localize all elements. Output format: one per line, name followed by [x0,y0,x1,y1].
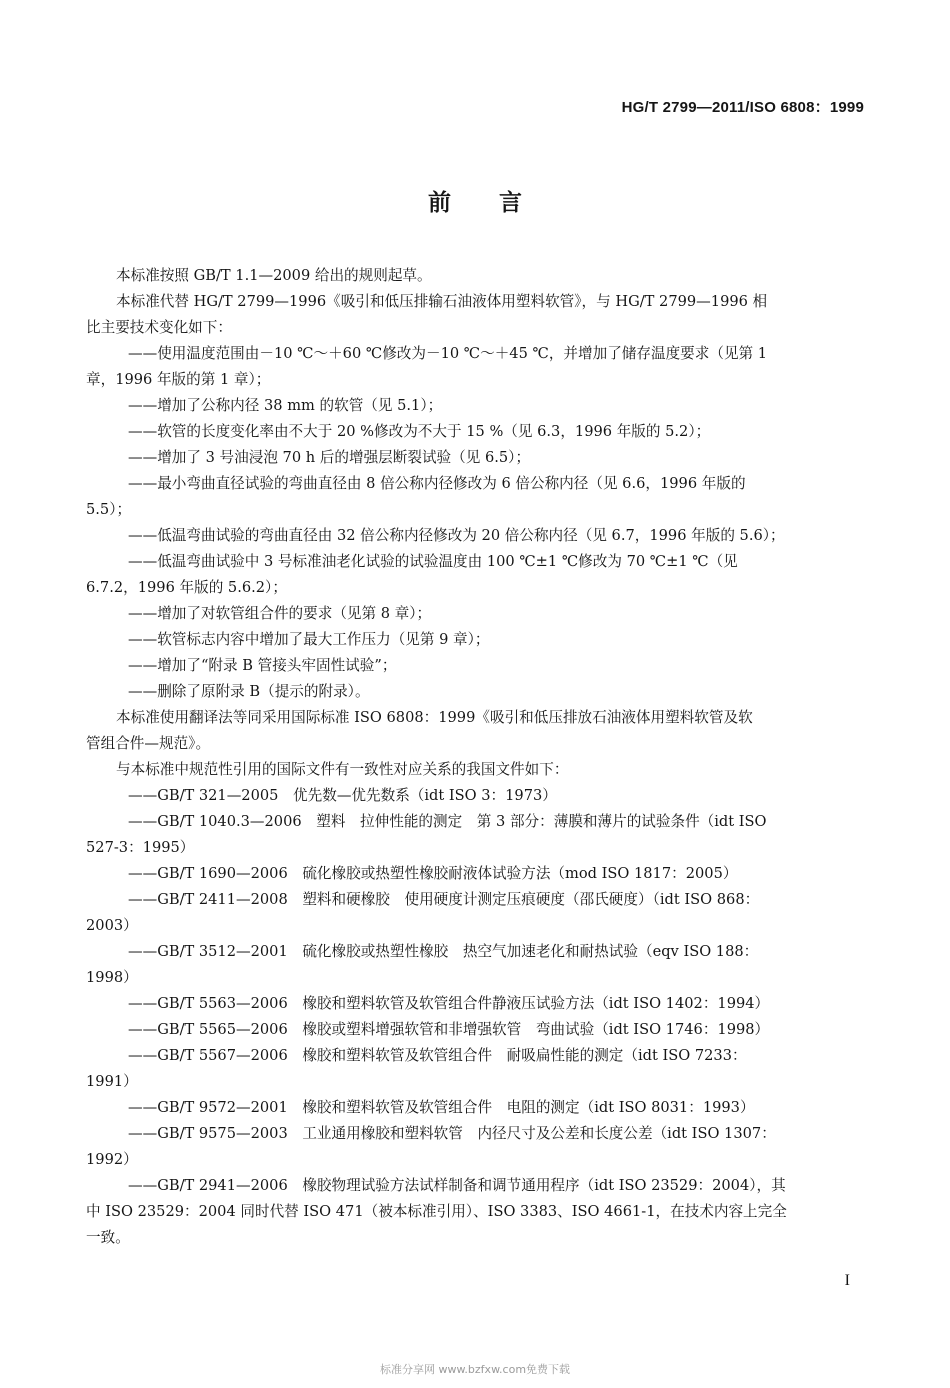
list-item: ——增加了“附录 B 管接头牢固性试验”； [128,657,397,674]
reference-item: ——GB/T 1040.3—2006 塑料 拉伸性能的测定 第 3 部分：薄膜和薄片的试验条件（idt ISO [128,813,767,830]
paragraph-line: 比主要技术变化如下： [86,319,232,336]
reference-item: ——GB/T 321—2005 优先数—优先数系（idt ISO 3：1973） [128,787,557,804]
paragraph-line: 与本标准中规范性引用的国际文件有一致性对应关系的我国文件如下： [116,761,569,778]
list-item: ——使用温度范围由－10 ℃～＋60 ℃修改为－10 ℃～＋45 ℃，并增加了储存温度要求（见第 1 [128,345,768,362]
list-item: ——软管标志内容中增加了最大工作压力（见第 9 章）； [128,631,490,648]
standard-number-header: HG/T 2799—2011/ISO 6808：1999 [621,99,864,116]
list-item: ——低温弯曲试验中 3 号标准油老化试验的试验温度由 100 ℃±1 ℃修改为 70 ℃±1 ℃（见 [128,553,738,570]
reference-item: ——GB/T 2941—2006 橡胶物理试验方法试样制备和调节通用程序（idt ISO 23529：2004），其 [128,1177,786,1194]
paragraph-line: 中 ISO 23529：2004 同时代替 ISO 471（被本标准引用）、ISO 3383、ISO 4661-1，在技术内容上完全 [86,1203,787,1220]
paragraph-line: 章，1996 年版的第 1 章）； [86,371,271,388]
title-char-1: 前 [428,190,451,216]
paragraph-line: 5.5）； [86,501,132,518]
reference-item: ——GB/T 9575—2003 工业通用橡胶和塑料软管 内径尺寸及公差和长度公差（idt ISO 1307： [128,1125,776,1142]
paragraph-line: 527-3：1995） [86,839,195,856]
paragraph-line: 1992） [86,1151,138,1168]
page-title [0,184,950,217]
list-item: ——删除了原附录 B（提示的附录）。 [128,683,370,700]
page-number: I [844,1272,850,1289]
title-char-2: 言 [499,190,522,216]
paragraph-line: 1991） [86,1073,138,1090]
reference-item: ——GB/T 5565—2006 橡胶或塑料增强软管和非增强软管 弯曲试验（idt ISO 1746：1998） [128,1021,770,1038]
reference-item: ——GB/T 3512—2001 硫化橡胶或热塑性橡胶 热空气加速老化和耐热试验（eqv ISO 188： [128,943,759,960]
reference-item: ——GB/T 5563—2006 橡胶和塑料软管及软管组合件静液压试验方法（idt ISO 1402：1994） [128,995,770,1012]
paragraph-line: 2003） [86,917,138,934]
foreword-body [86,263,866,1251]
list-item: ——最小弯曲直径试验的弯曲直径由 8 倍公称内径修改为 6 倍公称内径（见 6.6，1996 年版的 [128,475,746,492]
reference-item: ——GB/T 2411—2008 塑料和硬橡胶 使用硬度计测定压痕硬度（邵氏硬度）（idt ISO 868： [128,891,760,908]
paragraph-line: 本标准代替 HG/T 2799—1996《吸引和低压排输石油液体用塑料软管》，与 HG/T 2799—1996 相 [116,293,768,310]
list-item: ——增加了 3 号油浸泡 70 h 后的增强层断裂试验（见 6.5）； [128,449,531,466]
list-item: ——低温弯曲试验的弯曲直径由 32 倍公称内径修改为 20 倍公称内径（见 6.7，1996 年版的 5.6）； [128,527,785,544]
paragraph-line: 本标准按照 GB/T 1.1—2009 给出的规则起草。 [116,267,432,284]
list-item: ——软管的长度变化率由不大于 20 %修改为不大于 15 %（见 6.3，1996 年版的 5.2）； [128,423,711,440]
list-item: ——增加了公称内径 38 mm 的软管（见 5.1）； [128,397,443,414]
reference-item: ——GB/T 9572—2001 橡胶和塑料软管及软管组合件 电阻的测定（idt ISO 8031：1993） [128,1099,755,1116]
paragraph-line: 一致。 [86,1229,130,1246]
paragraph-line: 6.7.2，1996 年版的 5.6.2）； [86,579,287,596]
reference-item: ——GB/T 1690—2006 硫化橡胶或热塑性橡胶耐液体试验方法（mod ISO 1817：2005） [128,865,738,882]
paragraph-line: 本标准使用翻译法等同采用国际标准 ISO 6808：1999《吸引和低压排放石油液体用塑料软管及软 [116,709,753,726]
download-footer: 标准分享网 www.bzfxw.com免费下载 [379,1363,571,1376]
paragraph-line: 1998） [86,969,138,986]
paragraph-line: 管组合件—规范》。 [86,735,211,752]
reference-item: ——GB/T 5567—2006 橡胶和塑料软管及软管组合件 耐吸扁性能的测定（idt ISO 7233： [128,1047,747,1064]
list-item: ——增加了对软管组合件的要求（见第 8 章）； [128,605,432,622]
